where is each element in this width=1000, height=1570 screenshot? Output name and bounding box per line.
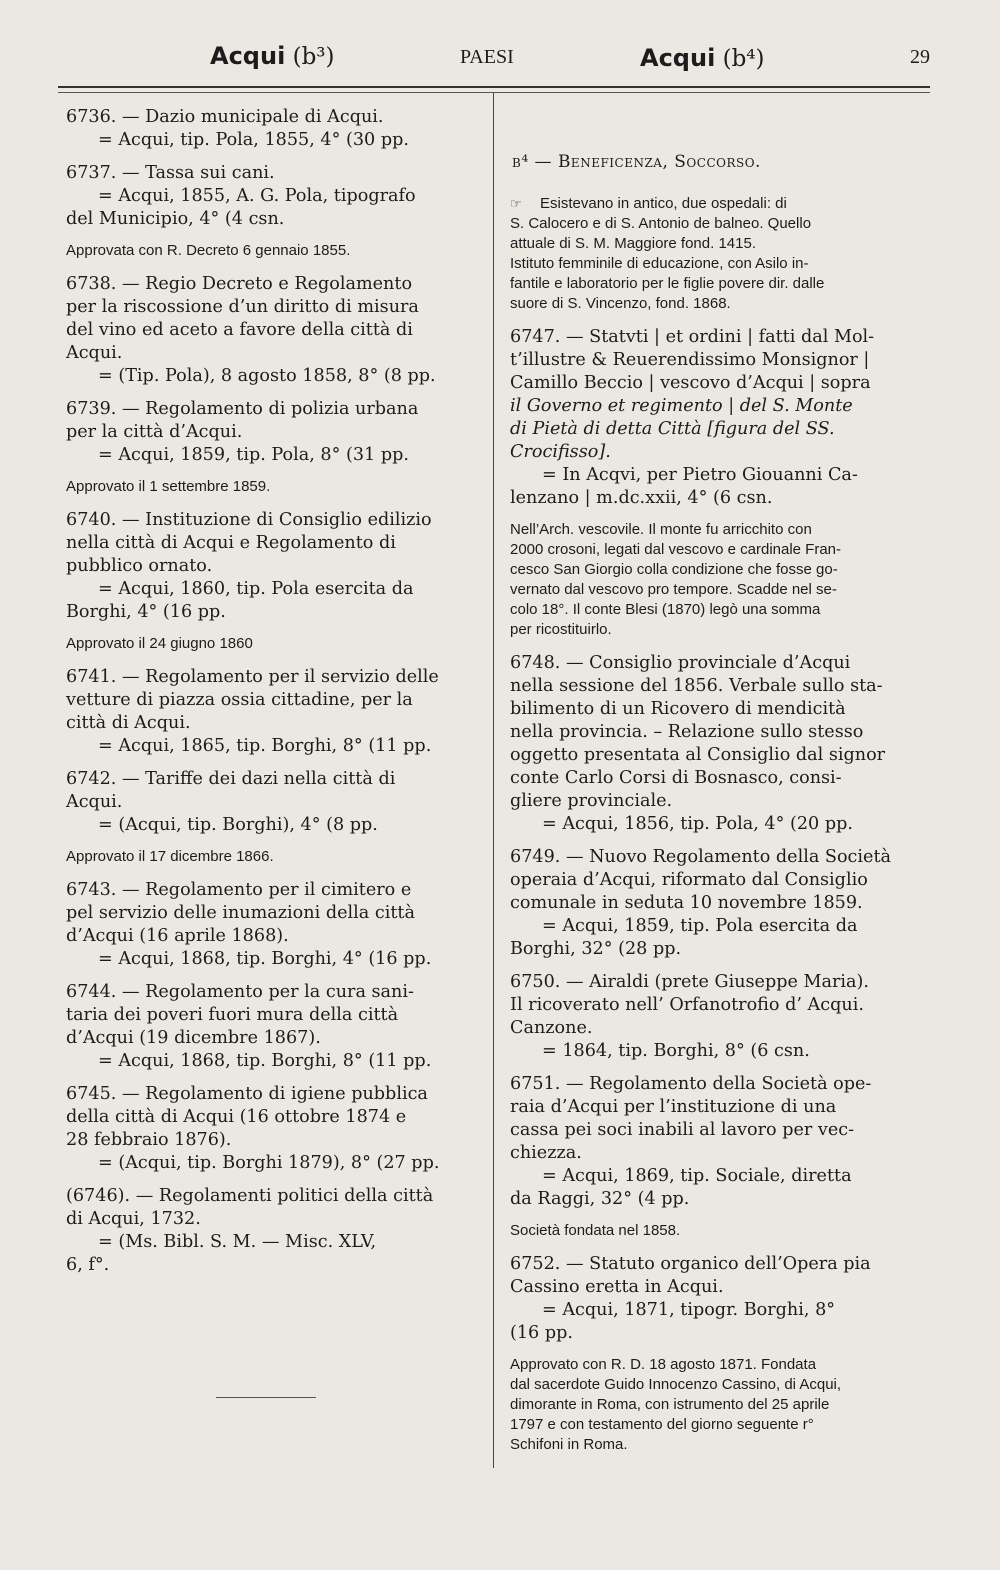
entry-6750: 6750. — Airaldi (prete Giuseppe Maria). Il ricoverato nell’ Orfanotrofio d’ Acqui. Canzone. = 1864, tip. Borghi, 8° (6 csn. [510, 972, 869, 1062]
entry-6741: 6741. — Regolamento per il servizio delle vetture di piazza ossia cittadine, per la città di Acqui. = Acqui, 1865, tip. Borghi, 8° (11 pp. [66, 667, 439, 756]
header-rule [58, 86, 930, 88]
running-header [60, 40, 930, 86]
left-column [66, 106, 478, 1287]
entry-6751: 6751. — Regolamento della Società ope- raia d’Acqui per l’instituzione di una cassa pei soci inabili al lavoro per vec- chiezza. = Acqui, 1869, tip. Sociale, diretta da Raggi, 32° (4 pp. [510, 1074, 872, 1210]
entry-6744: 6744. — Regolamento per la cura sani- taria dei poveri fuori mura della città d’Acqui (19 dicembre 1867). = Acqui, 1868, tip. Borghi, 8° (11 pp. [66, 982, 432, 1071]
section-heading: b⁴ — Beneficenza, Soccorso. [512, 152, 761, 172]
pointing-hand-icon: ☞ [510, 196, 522, 212]
note-6747: Nell’Arch. vescovile. Il monte fu arricchito con 2000 crosoni, legati dal vescovo e cardinale Fran- cesco San Giorgio colla condizione che fosse go- vernato dal vescovo pro tempore. Scadde nel se- colo 18°. Il conte Blesi (1870) legò una somma per ricostituirlo. [510, 521, 842, 639]
entry-6748: 6748. — Consiglio provinciale d’Acqui nella sessione del 1856. Verbale sullo sta- bilimento di un Ricovero di mendicità nella provincia. – Relazione sullo stesso oggetto presentata al Consiglio dal signor conte Carlo Corsi di Bosnasco, consi- gliere provinciale. = Acqui, 1856, tip. Pola, 4° (20 pp. [510, 653, 886, 835]
entry-6747: 6747. — Statvti | et ordini | fatti dal Mol- t’illustre & Reuerendissimo Monsignor | Camillo Beccio | vescovo d’Acqui | sopra il Governo et regimento | del S. Monte di Pietà di detta Città [figura del SS. Crocifisso]. = In Acqvi, per Pietro Giouanni Ca- lenzano | m.dc.xxii, 4° (6 csn. [510, 327, 875, 509]
page-number: 29 [910, 46, 930, 68]
note-6737: Approvata con R. Decreto 6 gennaio 1855. [66, 242, 351, 259]
right-column [510, 106, 922, 1467]
column-divider [493, 93, 494, 1468]
note-6739: Approvato il 1 settembre 1859. [66, 478, 271, 495]
entry-6737: 6737. — Tassa sui cani. = Acqui, 1855, A. G. Pola, tipografo del Municipio, 4° (4 csn. [66, 163, 416, 229]
header-right: Acqui (b⁴) [640, 44, 765, 72]
entry-6738: 6738. — Regio Decreto e Regolamento per la riscossione d’un diritto di misura del vino ed aceto a favore della città di Acqui. = (Tip. Pola), 8 agosto 1858, 8° (8 pp. [66, 274, 436, 386]
entry-6736: 6736. — Dazio municipale di Acqui. = Acqui, tip. Pola, 1855, 4° (30 pp. [66, 107, 409, 150]
note-6742: Approvato il 17 dicembre 1866. [66, 848, 274, 865]
header-rule-thin [58, 92, 930, 93]
entry-6749: 6749. — Nuovo Regolamento della Società operaia d’Acqui, riformato dal Consiglio comunale in seduta 10 novembre 1859. = Acqui, 1859, tip. Pola esercita da Borghi, 32° (28 pp. [510, 847, 892, 960]
entry-6743: 6743. — Regolamento per il cimitero e pel servizio delle inumazioni della città d’Acqui (16 aprile 1868). = Acqui, 1868, tip. Borghi, 4° (16 pp. [66, 880, 432, 969]
entry-6745: 6745. — Regolamento di igiene pubblica della città di Acqui (16 ottobre 1874 e 28 febbraio 1876). = (Acqui, tip. Borghi 1879), 8° (27 pp. [66, 1084, 440, 1173]
entry-6742: 6742. — Tariffe dei dazi nella città di Acqui. = (Acqui, tip. Borghi), 4° (8 pp. [66, 769, 396, 835]
header-center: PAESI [460, 46, 514, 68]
note-6752: Approvato con R. D. 18 agosto 1871. Fondata dal sacerdote Guido Innocenzo Cassino, di Acqui, dimorante in Roma, con istrumento del 25 aprile 1797 e con testamento del giorno seguente r° Schifoni in Roma. [510, 1356, 842, 1454]
footer-rule [216, 1397, 316, 1398]
note-6740: Approvato il 24 giugno 1860 [66, 635, 253, 652]
header-left: Acqui (b³) [210, 42, 335, 70]
note-6751: Società fondata nel 1858. [510, 1222, 681, 1240]
entry-6752: 6752. — Statuto organico dell’Opera pia Cassino eretta in Acqui. = Acqui, 1871, tipogr. Borghi, 8° (16 pp. [510, 1254, 871, 1344]
entry-6739: 6739. — Regolamento di polizia urbana per la città d’Acqui. = Acqui, 1859, tip. Pola, 8° (31 pp. [66, 399, 419, 465]
intro-note: ☞ Esistevano in antico, due ospedali: di S. Calocero e di S. Antonio de balneo. Quello attuale di S. M. Maggiore fond. 1415. Istituto femminile di educazione, con Asilo in- fantile e laboratorio per le figlie povere dir. dalle suore di S. Vincenzo, fond. 1868. [510, 195, 825, 313]
entry-6740: 6740. — Instituzione di Consiglio edilizio nella città di Acqui e Regolamento di pubblico ornato. = Acqui, 1860, tip. Pola esercita da Borghi, 4° (16 pp. [66, 510, 432, 622]
entry-6746: (6746). — Regolamenti politici della città di Acqui, 1732. = (Ms. Bibl. S. M. — Misc. XLV, 6, f°. [66, 1186, 434, 1275]
